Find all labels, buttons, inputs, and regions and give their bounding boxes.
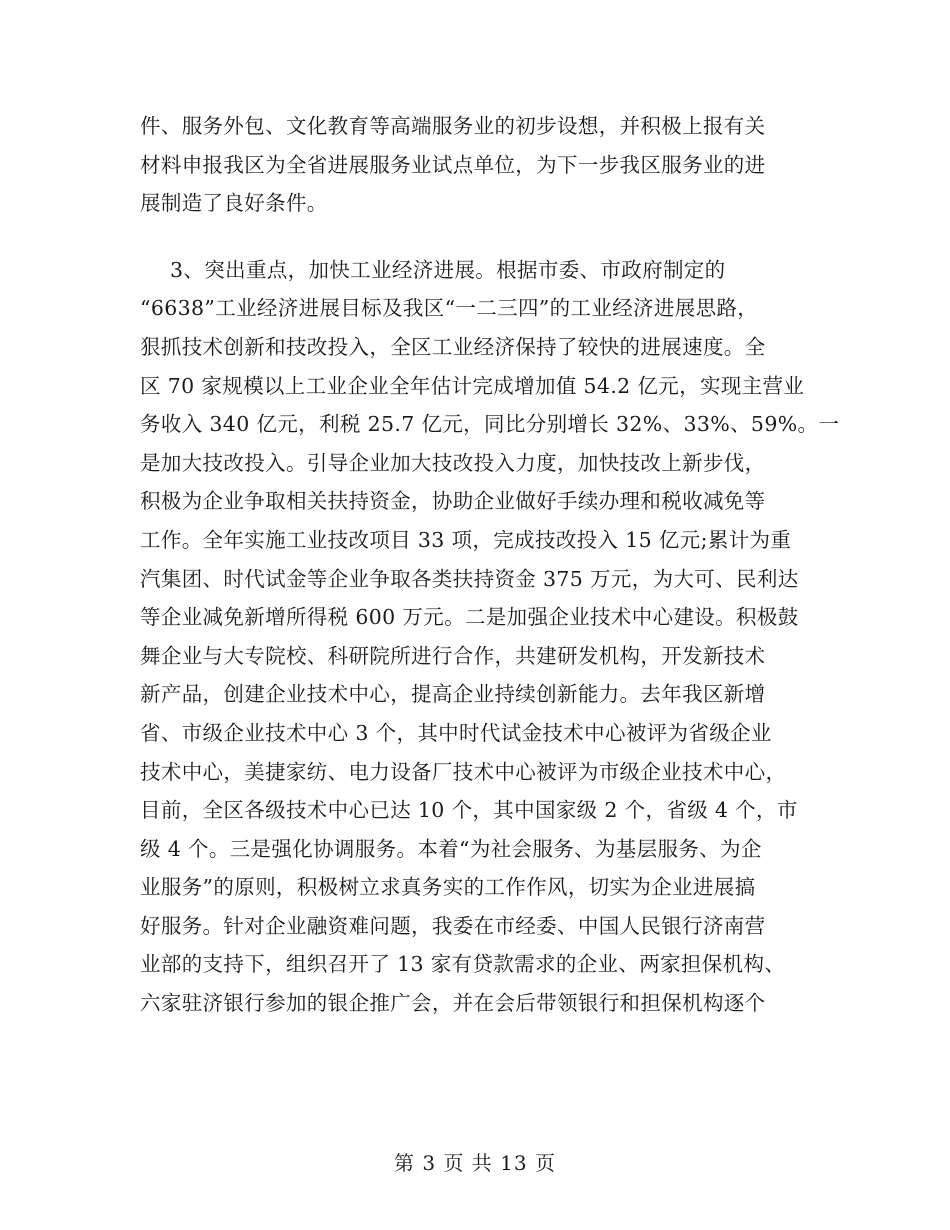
paragraph-2 xyxy=(140,251,840,1061)
text-line: 六家驻济银行参加的银企推广会，并在会后带领银行和担保机构逐个 xyxy=(140,991,766,1016)
text-line: 技术中心，美捷家纺、电力设备厂技术中心被评为市级企业技术中心， xyxy=(140,759,787,784)
text-line: 材料申报我区为全省进展服务业试点单位，为下一步我区服务业的进 xyxy=(140,152,766,177)
text-line: 区 70 家规模以上工业企业全年估计完成增加值 54.2 亿元，实现主营业 xyxy=(140,373,805,398)
text-line: 业服务”的原则，积极树立求真务实的工作作风，切实为企业进展搞 xyxy=(140,875,756,900)
text-line: 展制造了良好条件。 xyxy=(140,191,328,216)
text-line: 3、突出重点，加快工业经济进展。根据市委、市政府制定的 xyxy=(170,257,726,282)
text-line: 汽集团、时代试金等企业争取各类扶持资金 375 万元，为大可、民利达 xyxy=(140,566,799,591)
text-line: 新产品，创建企业技术中心，提高企业持续创新能力。去年我区新增 xyxy=(140,682,766,707)
text-line: 狠抓技术创新和技改投入，全区工业经济保持了较快的进展速度。全 xyxy=(140,334,766,359)
text-line: 级 4 个。三是强化协调服务。本着“为社会服务、为基层服务、为企 xyxy=(140,836,762,861)
text-line: 舞企业与大专院校、科研院所进行合作，共建研发机构，开发新技术 xyxy=(140,643,766,668)
paragraph-spacing xyxy=(140,223,820,251)
paragraph-1 xyxy=(140,107,820,223)
text-line: 省、市级企业技术中心 3 个，其中时代试金技术中心被评为省级企业 xyxy=(140,720,772,745)
document-body xyxy=(140,107,840,1061)
page-number-footer: 第 3 页 共 13 页 xyxy=(394,1151,556,1175)
text-line: “6638”工业经济进展目标及我区“一二三四”的工业经济进展思路， xyxy=(140,296,759,321)
text-line: 工作。全年实施工业技改项目 33 项，完成技改投入 15 亿元;累计为重 xyxy=(140,527,792,552)
text-line: 好服务。针对企业融资难问题，我委在市经委、中国人民银行济南营 xyxy=(140,913,766,938)
text-line: 是加大技改投入。引导企业加大技改投入力度，加快技改上新步伐， xyxy=(140,450,766,475)
text-line xyxy=(140,1023,820,1062)
text-line: 目前，全区各级技术中心已达 10 个，其中国家级 2 个，省级 4 个，市 xyxy=(140,798,798,823)
text-line: 务收入 340 亿元，利税 25.7 亿元，同比分别增长 32%、33%、59%。一 xyxy=(140,412,840,437)
text-line: 积极为企业争取相关扶持资金，协助企业做好手续办理和税收减免等 xyxy=(140,489,766,514)
text-line: 业部的支持下，组织召开了 13 家有贷款需求的企业、两家担保机构、 xyxy=(140,952,786,977)
text-line: 等企业减免新增所得税 600 万元。二是加强企业技术中心建设。积极鼓 xyxy=(140,605,799,630)
text-line: 件、服务外包、文化教育等高端服务业的初步设想，并积极上报有关 xyxy=(140,114,766,138)
